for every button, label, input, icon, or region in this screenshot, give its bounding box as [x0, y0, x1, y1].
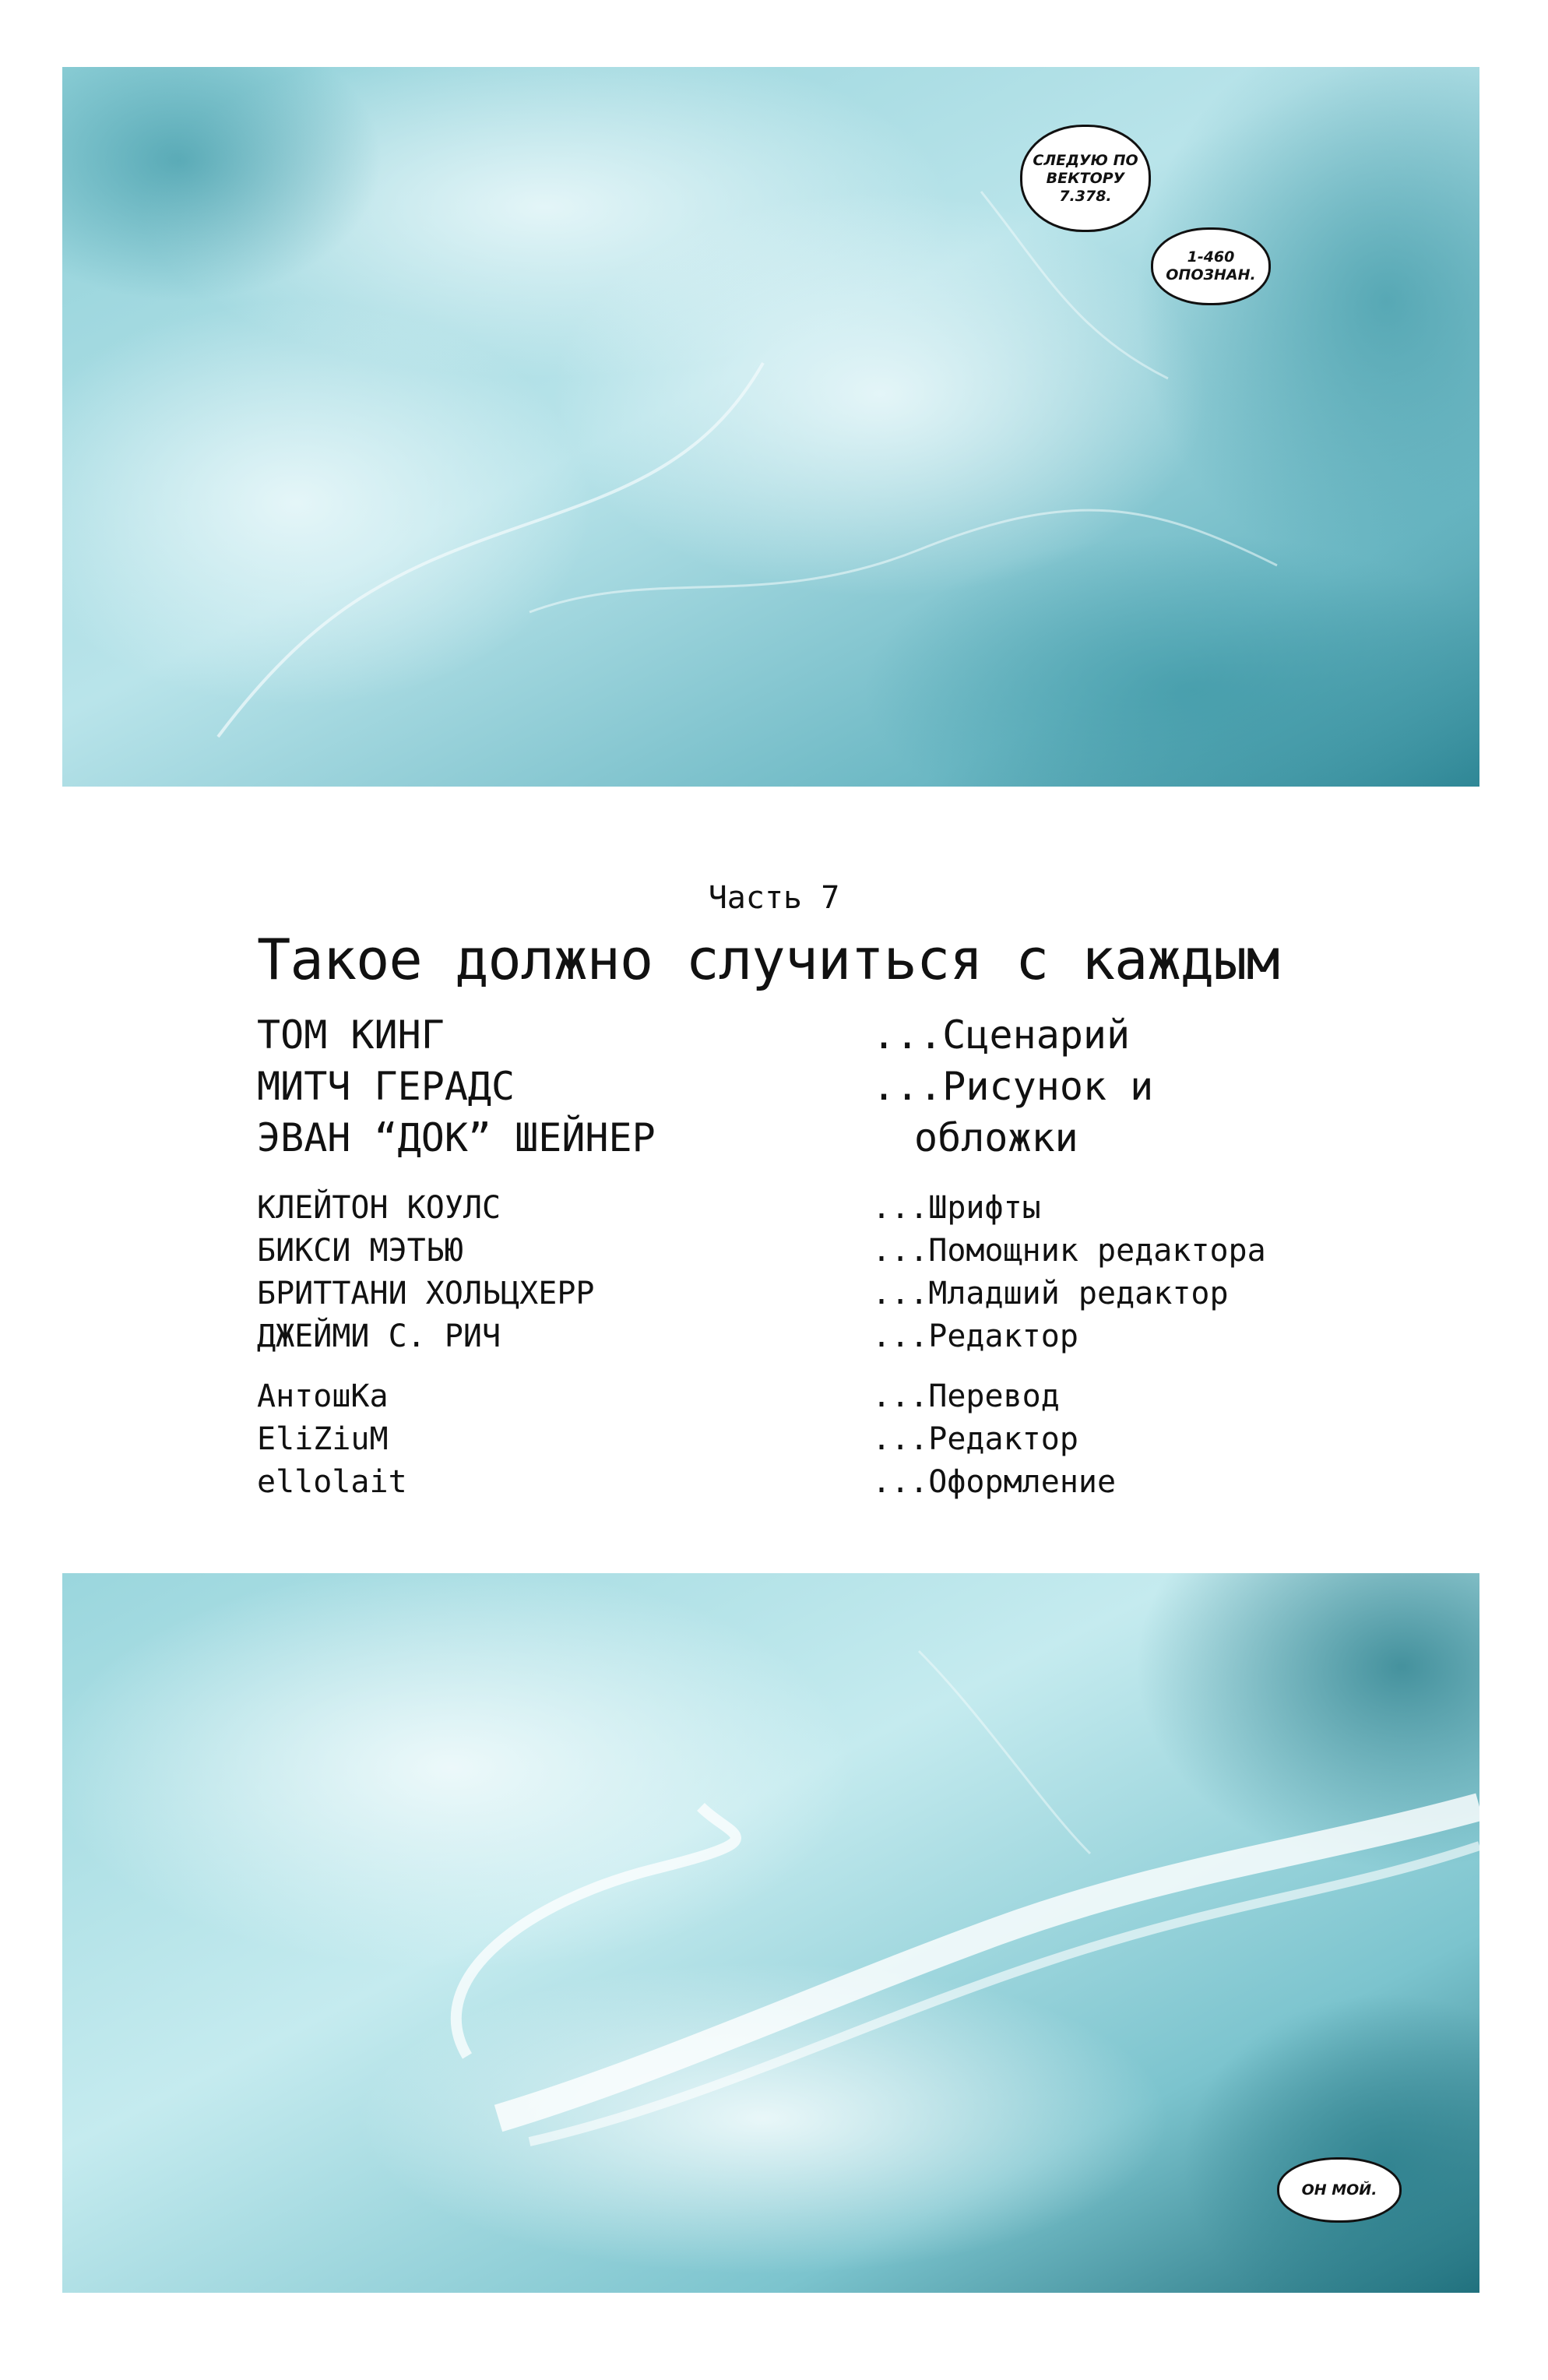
speech-bubble	[1277, 2157, 1402, 2223]
credit-name: ДЖЕЙМИ С. РИЧ	[257, 1319, 501, 1354]
credit-role: обложки	[914, 1115, 1078, 1160]
credit-name: МИТЧ ГЕРАДС	[257, 1064, 515, 1109]
chapter-title: Такое должно случиться с каждым	[257, 927, 1279, 992]
credit-role: ...Помощник редактора	[872, 1233, 1266, 1269]
credit-role: ...Редактор	[872, 1319, 1078, 1354]
speech-text: ОН МОЙ.	[1301, 2181, 1377, 2199]
credit-name: ТОМ КИНГ	[257, 1012, 445, 1058]
speech-text: 1-460 ОПОЗНАН.	[1166, 248, 1256, 283]
credit-role: ...Сценарий	[872, 1012, 1131, 1058]
credit-role: ...Шрифты	[872, 1190, 1041, 1226]
credit-role: ...Редактор	[872, 1421, 1078, 1457]
credit-role: ...Перевод	[872, 1378, 1060, 1414]
credit-name: ЭВАН “ДОК” ШЕЙНЕР	[257, 1115, 656, 1160]
credits-block	[0, 787, 1548, 1573]
credit-name: БИКСИ МЭТЬЮ	[257, 1233, 463, 1269]
bottom-sky-panel	[62, 1573, 1479, 2293]
part-label: Часть 7	[708, 880, 840, 916]
top-sky-panel	[62, 67, 1479, 787]
credit-name: АнтошКа	[257, 1378, 389, 1414]
credit-name: ellolait	[257, 1464, 407, 1500]
credit-role: ...Младший редактор	[872, 1276, 1229, 1311]
credit-role: ...Оформление	[872, 1464, 1117, 1500]
sky-artwork-top	[62, 67, 1479, 787]
credit-name: КЛЕЙТОН КОУЛС	[257, 1190, 501, 1226]
sky-artwork-bottom	[62, 1573, 1479, 2293]
speech-bubble	[1151, 227, 1271, 305]
credit-name: EliZiuM	[257, 1421, 389, 1457]
credit-name: БРИТТАНИ ХОЛЬЦХЕРР	[257, 1276, 595, 1311]
speech-bubble	[1020, 125, 1151, 232]
credit-role: ...Рисунок и	[872, 1064, 1154, 1109]
speech-text: СЛЕДУЮ ПО ВЕКТОРУ 7.378.	[1033, 151, 1138, 205]
